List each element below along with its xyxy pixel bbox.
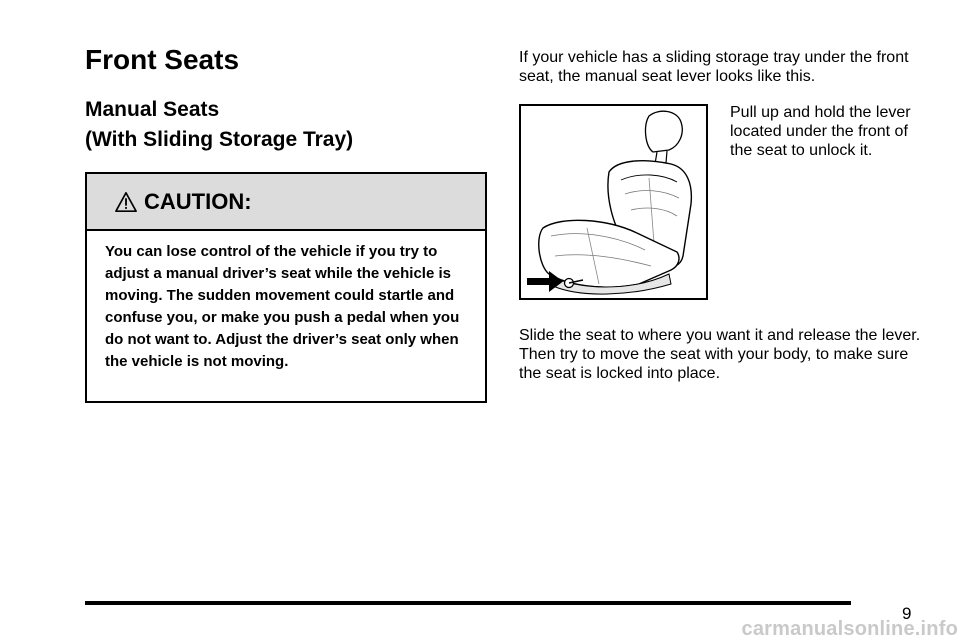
- caution-header: [87, 174, 485, 231]
- page-title: Front Seats: [85, 44, 240, 75]
- caution-title: CAUTION:: [144, 188, 252, 214]
- section-subheading: (With Sliding Storage Tray): [85, 128, 354, 151]
- figure-caption: Pull up and hold the lever located under the front of the seat to unlock it.: [730, 104, 911, 159]
- section-heading: Manual Seats: [85, 98, 220, 121]
- seat-lever-figure: [519, 104, 708, 300]
- warning-triangle-icon: [115, 191, 137, 213]
- intro-paragraph: If your vehicle has a sliding storage tray under the front seat, the manual seat lever looks like this.: [519, 49, 909, 85]
- watermark: carmanualsonline.info: [741, 618, 958, 640]
- caution-text: You can lose control of the vehicle if you try to adjust a manual driver’s seat while the vehicle is moving. The sudden movement could startle and confuse you, or make you push a pedal when you do not want to. Adjust the driver’s seat only when the vehicle is not moving.: [105, 243, 460, 370]
- seat-with-lever-illustration: [521, 106, 706, 298]
- instructions-paragraph: Slide the seat to where you want it and release the lever. Then try to move the seat with your body, to make sure the seat is locked into place.: [519, 327, 921, 382]
- caution-box: [85, 172, 487, 403]
- footer-rule: [85, 601, 851, 605]
- page-number: 9: [902, 604, 912, 623]
